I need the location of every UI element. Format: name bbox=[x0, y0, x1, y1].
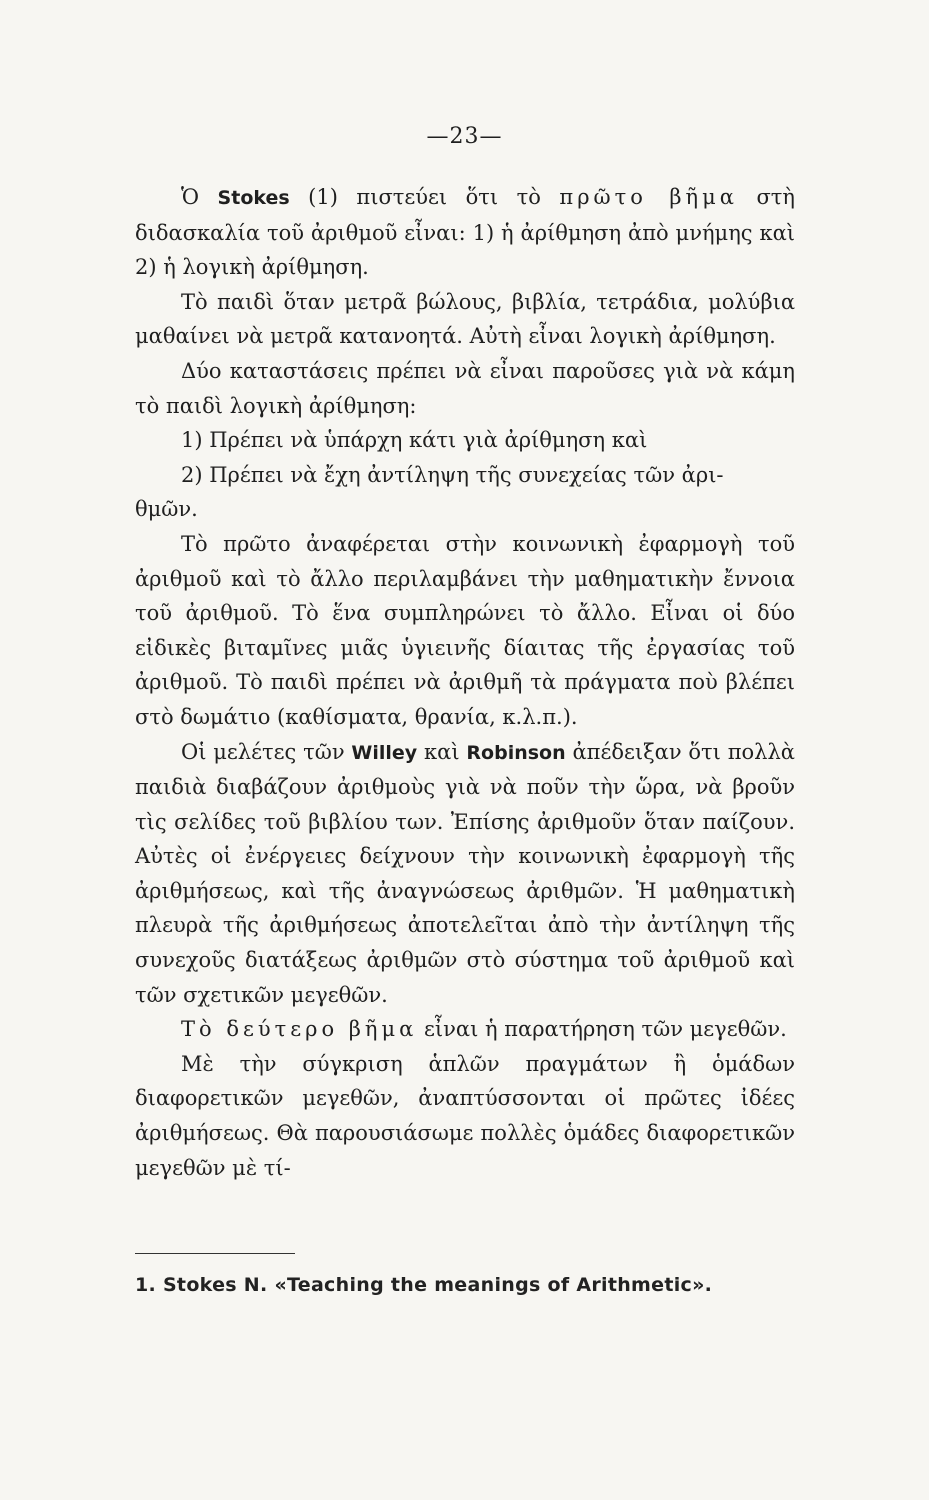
paragraph-3: Δύο καταστάσεις πρέπει νὰ εἶναι παροῦσες γιὰ νὰ κάμη τὸ παιδὶ λογικὴ ἀρίθμηση: bbox=[135, 358, 795, 418]
list-item-1: 1) Πρέπει νὰ ὑπάρχη κάτι γιὰ ἀρίθμηση καὶ bbox=[181, 428, 648, 453]
p5-text-c: ἀπέδειξαν ὅτι πολλὰ παιδιὰ διαβάζουν ἀριθμοὺς γιὰ νὰ ποῦν τὴν ὥρα, νὰ βροῦν τὶς σελίδες τοῦ βιβλίου των. Ἐπίσης ἀριθμοῦν ὅταν παίζουν. Αὐτὲς οἱ ἐνέργειες δείχνουν τὴν κοινωνικὴ ἐφαρμογὴ τῆς ἀριθμήσεως, καὶ τῆς ἀναγνώσεως ἀριθμῶν. Ἡ μαθηματικὴ πλευρὰ τῆς ἀριθμήσεως ἀποτελεῖται ἀπὸ τὴν ἀντίληψη τῆς συνεχοῦς διατάξεως ἀριθμῶν στὸ σύστημα τοῦ ἀριθμοῦ καὶ τῶν σχετικῶν μεγεθῶν. bbox=[135, 739, 795, 1007]
first-step-emphasis: πρῶτο βῆμα bbox=[559, 185, 738, 209]
p1-text-b: (1) πιστεύει ὅτι τὸ bbox=[289, 185, 560, 209]
author-name-willey: Willey bbox=[351, 741, 418, 764]
author-name-robinson: Robinson bbox=[466, 741, 566, 764]
paragraph-7: Μὲ τὴν σύγκριση ἁπλῶν πραγμάτων ἢ ὁμάδων διαφορετικῶν μεγεθῶν, ἀναπτύσσονται οἱ πρῶτες ἰδέες ἀριθμήσεως. Θὰ παρουσιάσωμε πολλὲς ὁμάδες διαφορετικῶν μεγεθῶν μὲ τί- bbox=[135, 1051, 795, 1180]
page-body bbox=[135, 180, 795, 1185]
p5-text-a: Οἱ μελέτες τῶν bbox=[181, 739, 352, 764]
p6-text-rest: εἶναι ἡ παρατήρηση τῶν μεγεθῶν. bbox=[417, 1017, 787, 1042]
p1-text-a: Ὁ bbox=[181, 185, 218, 209]
author-name-stokes: Stokes bbox=[217, 187, 290, 209]
paragraph-1 bbox=[135, 180, 795, 285]
page-number: —23— bbox=[426, 124, 503, 149]
paragraph-2: Τὸ παιδὶ ὅταν μετρᾶ βώλους, βιβλία, τετράδια, μολύβια μαθαίνει νὰ μετρᾶ κατανοητά. Αὐτὴ εἶναι λογικὴ ἀρίθμηση. bbox=[135, 289, 795, 349]
paragraph-6 bbox=[135, 1012, 795, 1047]
paragraph-4: Τὸ πρῶτο ἀναφέρεται στὴν κοινωνικὴ ἐφαρμογὴ τοῦ ἀριθμοῦ καὶ τὸ ἄλλο περιλαμβάνει τὴν μαθηματικὴν ἔννοια τοῦ ἀριθμοῦ. Τὸ ἕνα συμπληρώνει τὸ ἄλλο. Εἶναι οἱ δύο εἰδικὲς βιταμῖνες μιᾶς ὑγιεινῆς δίαιτας τῆς ἐργασίας τοῦ ἀριθμοῦ. Τὸ παιδὶ πρέπει νὰ ἀριθμῆ τὰ πράγματα ποὺ βλέπει στὸ δωμάτιο (καθίσματα, θρανία, κ.λ.π.). bbox=[135, 531, 795, 729]
p5-text-b: καὶ bbox=[417, 739, 467, 764]
p1-text-c: στὴ διδασκαλία τοῦ ἀριθμοῦ εἶναι: 1) ἡ ἀρίθμηση ἀπὸ μνήμης καὶ 2) ἡ λογικὴ ἀρίθμηση. bbox=[135, 185, 795, 280]
footnote: 1. Stokes N. «Teaching the meanings of Arithmetic». bbox=[135, 1274, 713, 1296]
list-item-2-continuation: θμῶν. bbox=[135, 497, 198, 522]
paragraph-5 bbox=[135, 735, 795, 1013]
second-step-emphasis: Τὸ δεύτερο βῆμα bbox=[181, 1017, 418, 1042]
footnote-rule bbox=[135, 1253, 295, 1254]
list-item-2: 2) Πρέπει νὰ ἔχη ἀντίληψη τῆς συνεχείας τῶν ἀρι- bbox=[181, 462, 724, 487]
